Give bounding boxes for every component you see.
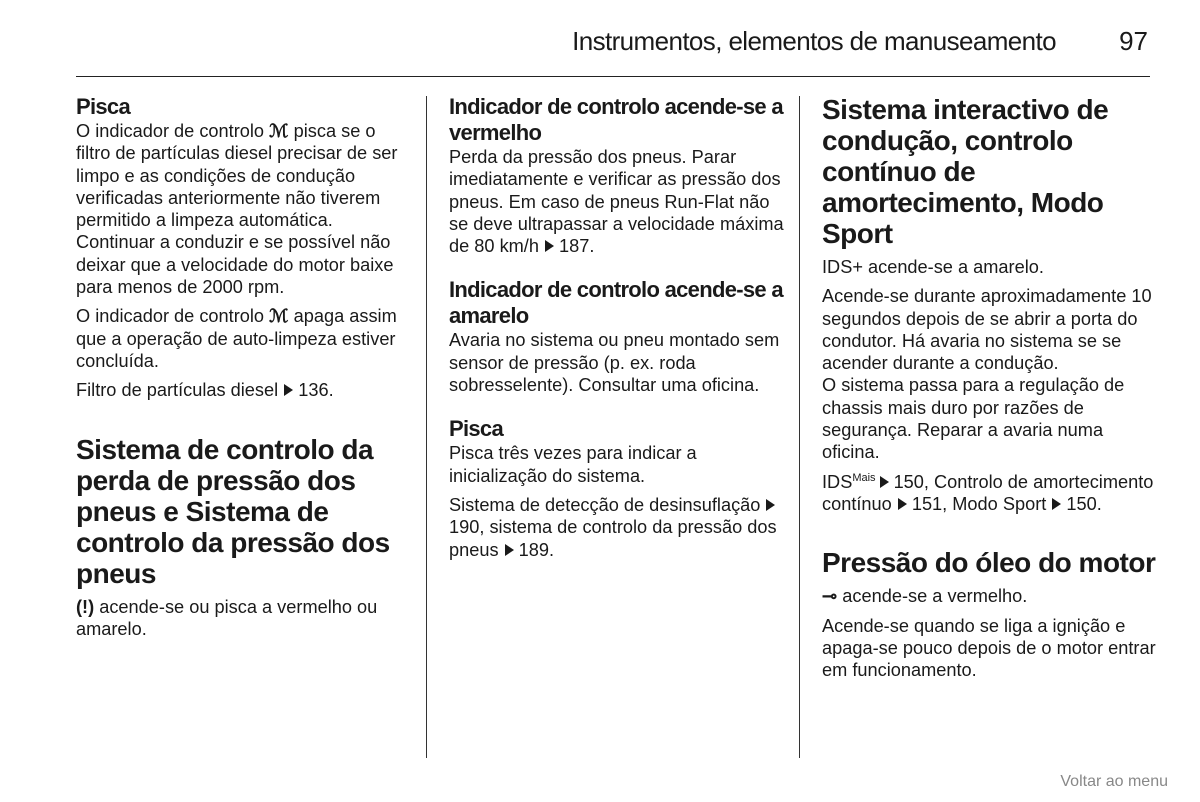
page-link[interactable]: 187. — [559, 236, 595, 257]
diesel-filter-icon: ℳ — [269, 306, 289, 327]
subheading-red: Indicador de controlo acende-se a vermelho — [449, 94, 783, 145]
subheading-pisca: Pisca — [449, 416, 503, 442]
page-link[interactable]: 150, Controlo de amortecimento contínuo — [822, 471, 1154, 514]
paragraph: O indicador de controlo ℳ pisca se o filtro de partículas diesel precisar de ser limpo e as condições de condução verificadas anteriormente não tiverem permitido a limpeza automática. Continuar a conduzir e se possível não deixar que a velocidade do motor baixe para menos de 2000 rpm. — [76, 121, 398, 298]
paragraph: $IDS^{Mais}$ 150, Controlo de amortecimento contínuo 151, Modo Sport 150. — [822, 471, 1154, 514]
page-reference-icon — [505, 544, 514, 556]
page-reference-icon — [1052, 498, 1061, 510]
section-heading-pisca: Pisca — [76, 94, 130, 119]
page-reference-icon — [766, 499, 775, 511]
page-link[interactable]: 190, sistema de controlo da pressão dos pneus — [449, 517, 777, 560]
paragraph: Filtro de partículas diesel 136. — [76, 380, 334, 401]
paragraph: Perda da pressão dos pneus. Parar imediatamente e verificar as pressão dos pneus. Em caso de pneus Run-Flat não se deve ultrapassar a velocidade máxima de 80 km/h 187. — [449, 147, 784, 257]
page-link[interactable]: 150. — [1066, 493, 1102, 514]
diesel-filter-icon: ℳ — [269, 121, 289, 141]
page-link[interactable]: 136. — [298, 380, 334, 401]
paragraph: Acende-se durante aproximadamente 10 segundos depois de se abrir a porta do condutor. Há avaria no sistema se se acender durante a condução. — [822, 286, 1152, 374]
column-divider — [799, 96, 800, 758]
oil-can-icon: ⊸ — [822, 586, 838, 607]
page-link[interactable]: 151, Modo Sport — [911, 493, 1052, 514]
section-heading-ids: Sistema interactivo de condução, controlo contínuo de amortecimento, Modo Sport — [822, 94, 1109, 249]
paragraph: Pisca três vezes para indicar a inicialização do sistema. — [449, 443, 697, 486]
column-divider — [426, 96, 427, 758]
page-header — [76, 0, 1150, 77]
subheading-yellow: Indicador de controlo acende-se a amarelo — [449, 277, 783, 329]
paragraph: Sistema de detecção de desinsuflação 190, sistema de controlo da pressão dos pneus 189. — [449, 494, 777, 560]
chapter-title: Instrumentos, elementos de manuseamento — [572, 26, 1056, 56]
column-left — [76, 94, 412, 640]
page-reference-icon — [898, 498, 907, 510]
tire-pressure-icon: (!) — [76, 596, 95, 617]
paragraph: (!) acende-se ou pisca a vermelho ou amarelo. — [76, 596, 378, 639]
paragraph: O indicador de controlo ℳ apaga assim que a operação de auto-limpeza estiver concluída. — [76, 306, 397, 371]
paragraph: ⊸ acende-se a vermelho. — [822, 586, 1028, 607]
section-heading-tpms: Sistema de controlo da perda de pressão dos pneus e Sistema de controlo da pressão dos pneus — [76, 433, 390, 589]
page-reference-icon — [880, 476, 889, 488]
column-middle — [449, 94, 787, 561]
paragraph: Avaria no sistema ou pneu montado sem sensor de pressão (p. ex. roda sobresselente). Consultar uma oficina. — [449, 330, 780, 396]
page-reference-icon — [545, 240, 554, 252]
column-right — [822, 94, 1156, 681]
page-number: 97 — [1119, 26, 1148, 56]
paragraph: O sistema passa para a regulação de chassis mais duro por razões de segurança. Reparar a avaria numa oficina. — [822, 375, 1125, 463]
paragraph: Acende-se quando se liga a ignição e apaga-se pouco depois de o motor entrar em funcionamento. — [822, 615, 1156, 681]
section-heading-oil: Pressão do óleo do motor — [822, 547, 1156, 579]
page-link[interactable]: 189. — [518, 539, 555, 560]
page-reference-icon — [284, 384, 293, 396]
back-to-menu-link[interactable]: Voltar ao menu — [1060, 773, 1168, 790]
paragraph: IDS+ acende-se a amarelo. — [822, 257, 1044, 277]
